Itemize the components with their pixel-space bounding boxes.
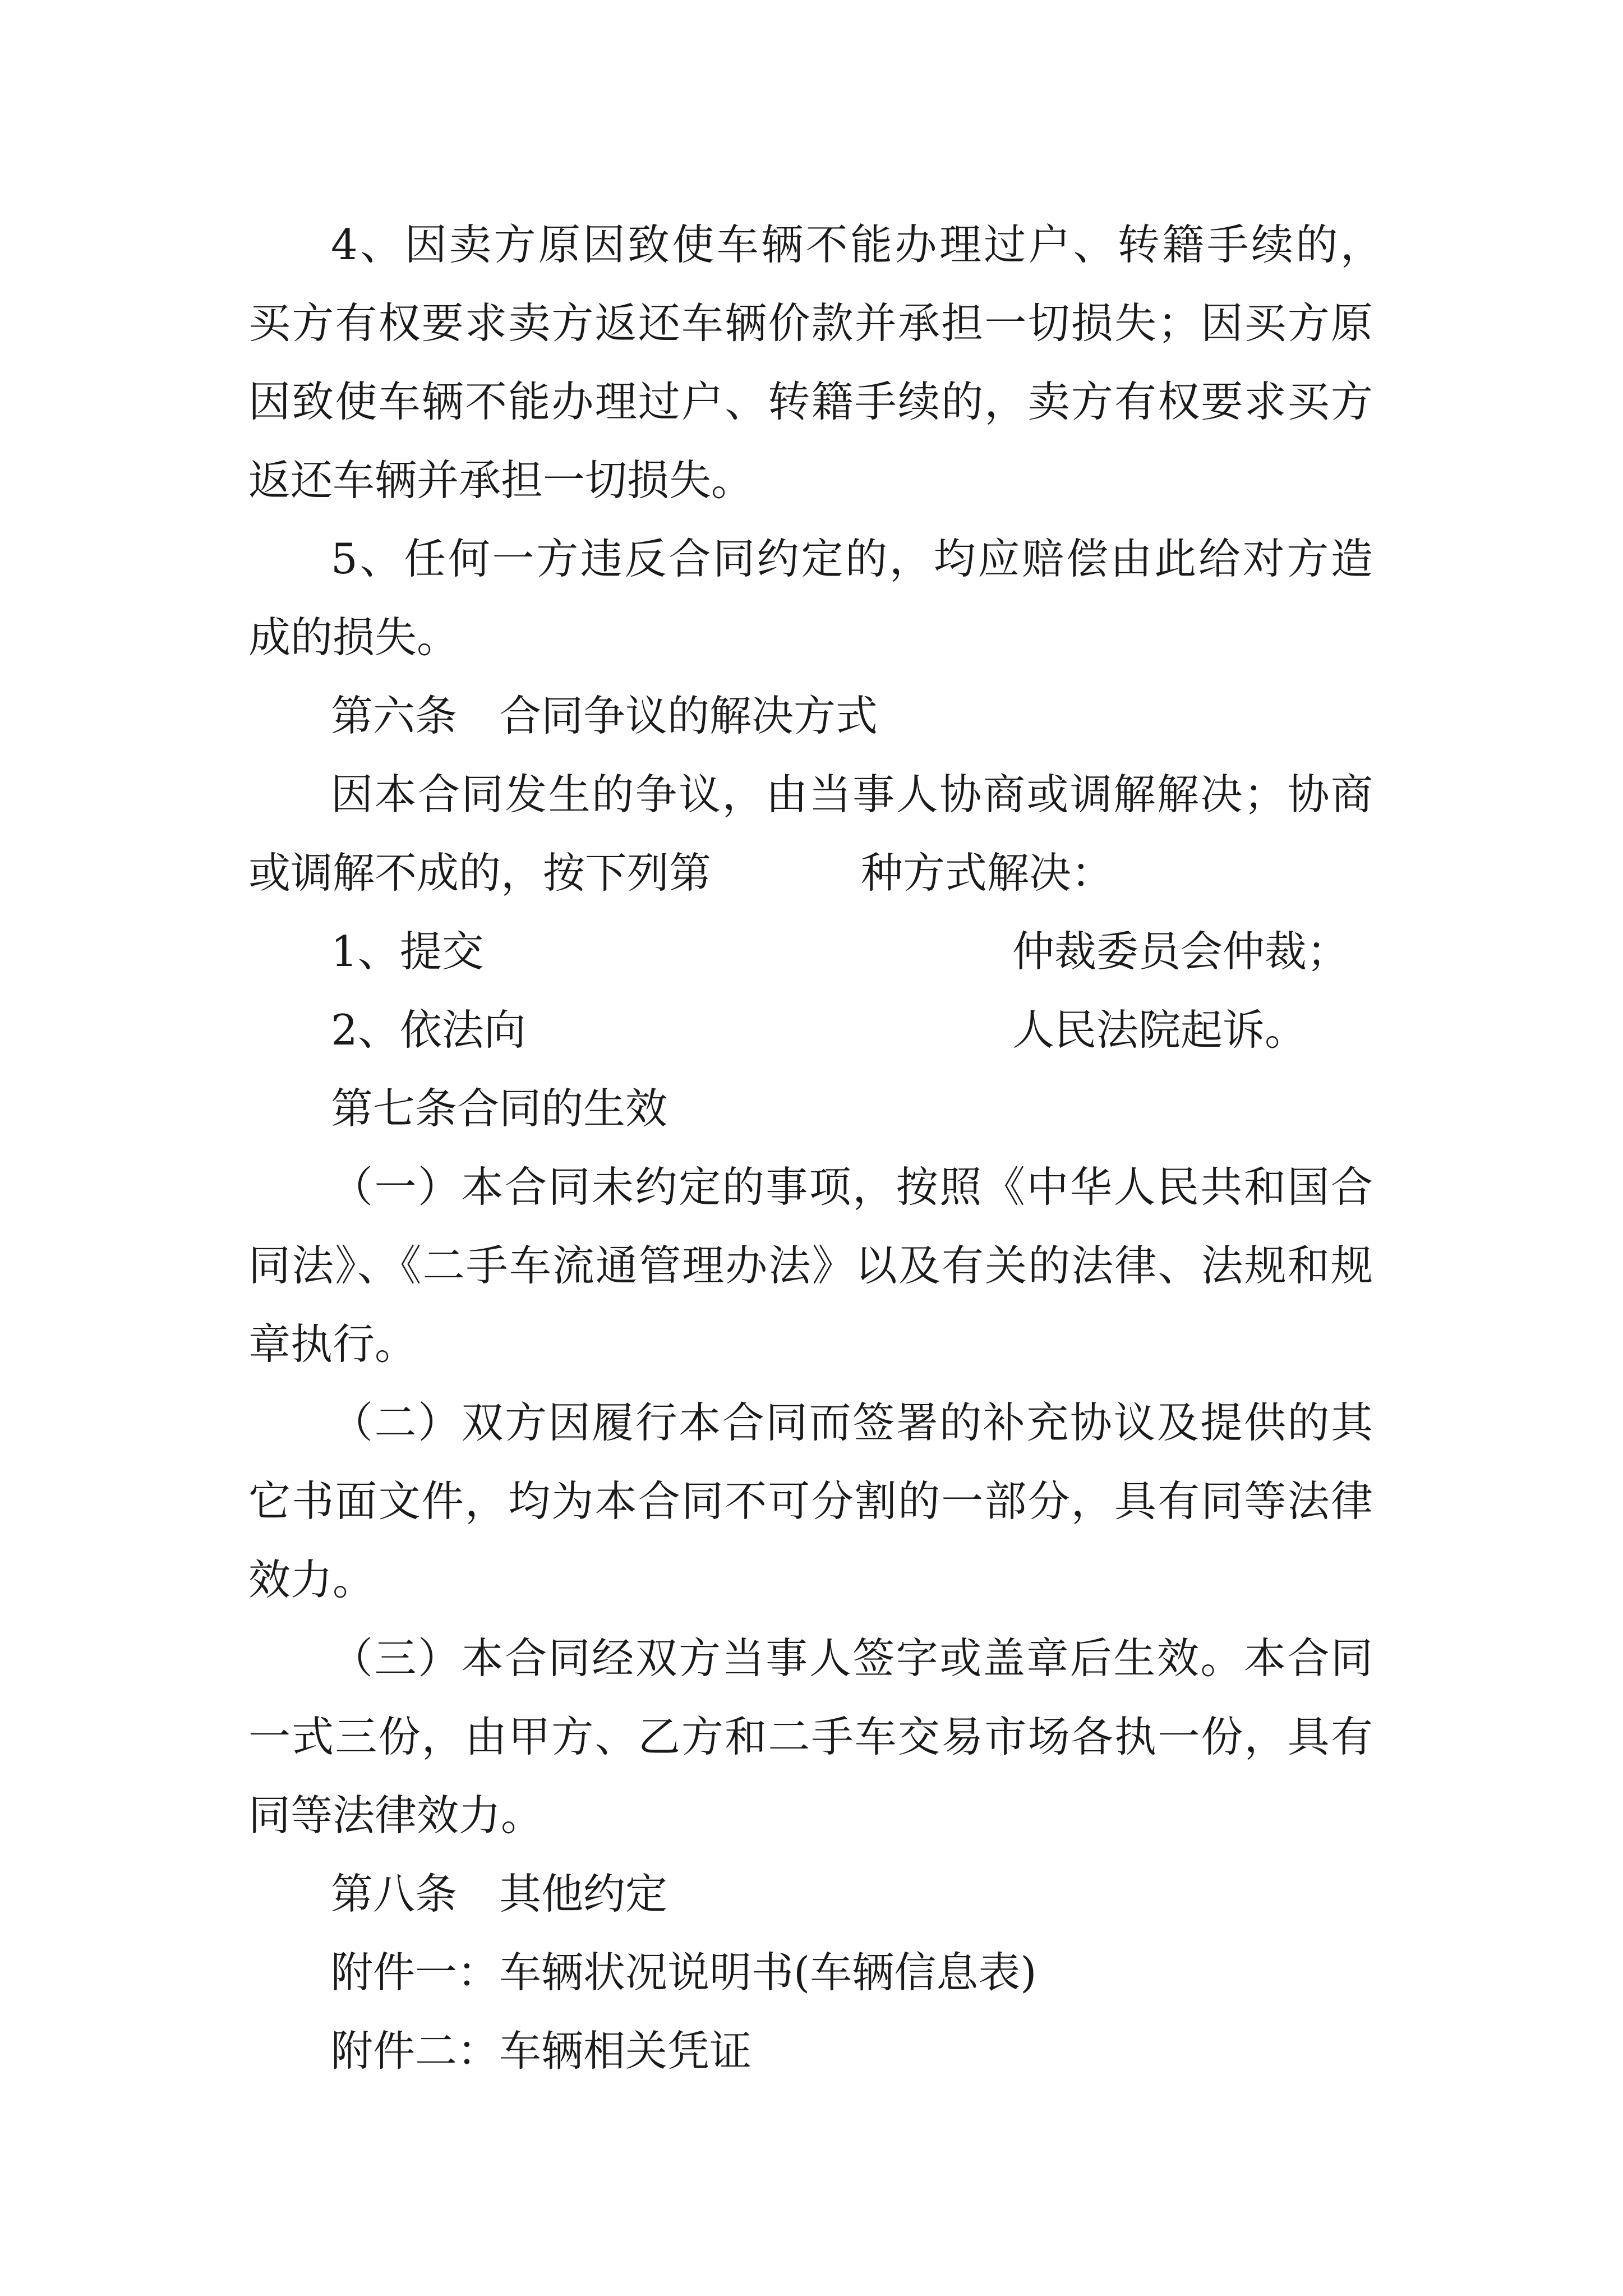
dispute-option-1-right: 仲裁委员会仲裁； (1012, 927, 1349, 976)
item-4-line-4: 返还车辆并承担一切损失。 (248, 455, 754, 505)
article-7-p2-line-2: 它书面文件，均为本合同不可分割的一部分，具有同等法律 (248, 1476, 1373, 1526)
article-7-p1-line-2: 同法》、《二手车流通管理办法》以及有关的法律、法规和规 (248, 1241, 1373, 1290)
article-8-heading: 第八条 其他约定 (331, 1869, 668, 1918)
article-7-p3-line-2: 一式三份，由甲方、乙方和二手车交易市场各执一份，具有 (248, 1712, 1373, 1761)
article-7-p1-line-3: 章执行。 (248, 1319, 417, 1369)
article-7-heading: 第七条合同的生效 (331, 1084, 668, 1133)
dispute-option-2-left: 2、依法向 (331, 1005, 526, 1055)
attachment-1: 附件一：车辆状况说明书(车辆信息表) (331, 1948, 1037, 1997)
item-4-line-3: 因致使车辆不能办理过户、转籍手续的，卖方有权要求买方 (248, 377, 1373, 426)
dispute-option-2-right: 人民法院起诉。 (1012, 1005, 1307, 1055)
article-7-p2-line-1: （二）双方因履行本合同而签署的补充协议及提供的其 (331, 1398, 1373, 1447)
article-7-p3-line-1: （三）本合同经双方当事人签字或盖章后生效。本合同 (331, 1634, 1373, 1683)
article-7-p2-line-3: 效力。 (248, 1555, 375, 1604)
article-7-p3-line-3: 同等法律效力。 (248, 1791, 543, 1840)
article-6-para-line-1: 因本合同发生的争议，由当事人协商或调解解决；协商 (331, 770, 1373, 819)
dispute-option-1-left: 1、提交 (331, 927, 484, 976)
item-4-line-1: 4、因卖方原因致使车辆不能办理过户、转籍手续的， (331, 220, 1382, 269)
item-5-line-2: 成的损失。 (248, 613, 459, 662)
article-7-p1-line-1: （一）本合同未约定的事项，按照《中华人民共和国合 (331, 1162, 1373, 1212)
article-6-heading: 第六条 合同争议的解决方式 (331, 691, 878, 740)
item-4-line-2: 买方有权要求卖方返还车辆价款并承担一切损失；因买方原 (248, 298, 1373, 348)
article-6-para-line-2a: 或调解不成的，按下列第 (248, 848, 712, 898)
attachment-2: 附件二：车辆相关凭证 (331, 2026, 752, 2076)
article-6-para-line-2b: 种方式解决： (861, 848, 1114, 898)
item-5-line-1: 5、任何一方违反合同约定的，均应赔偿由此给对方造 (331, 534, 1373, 583)
